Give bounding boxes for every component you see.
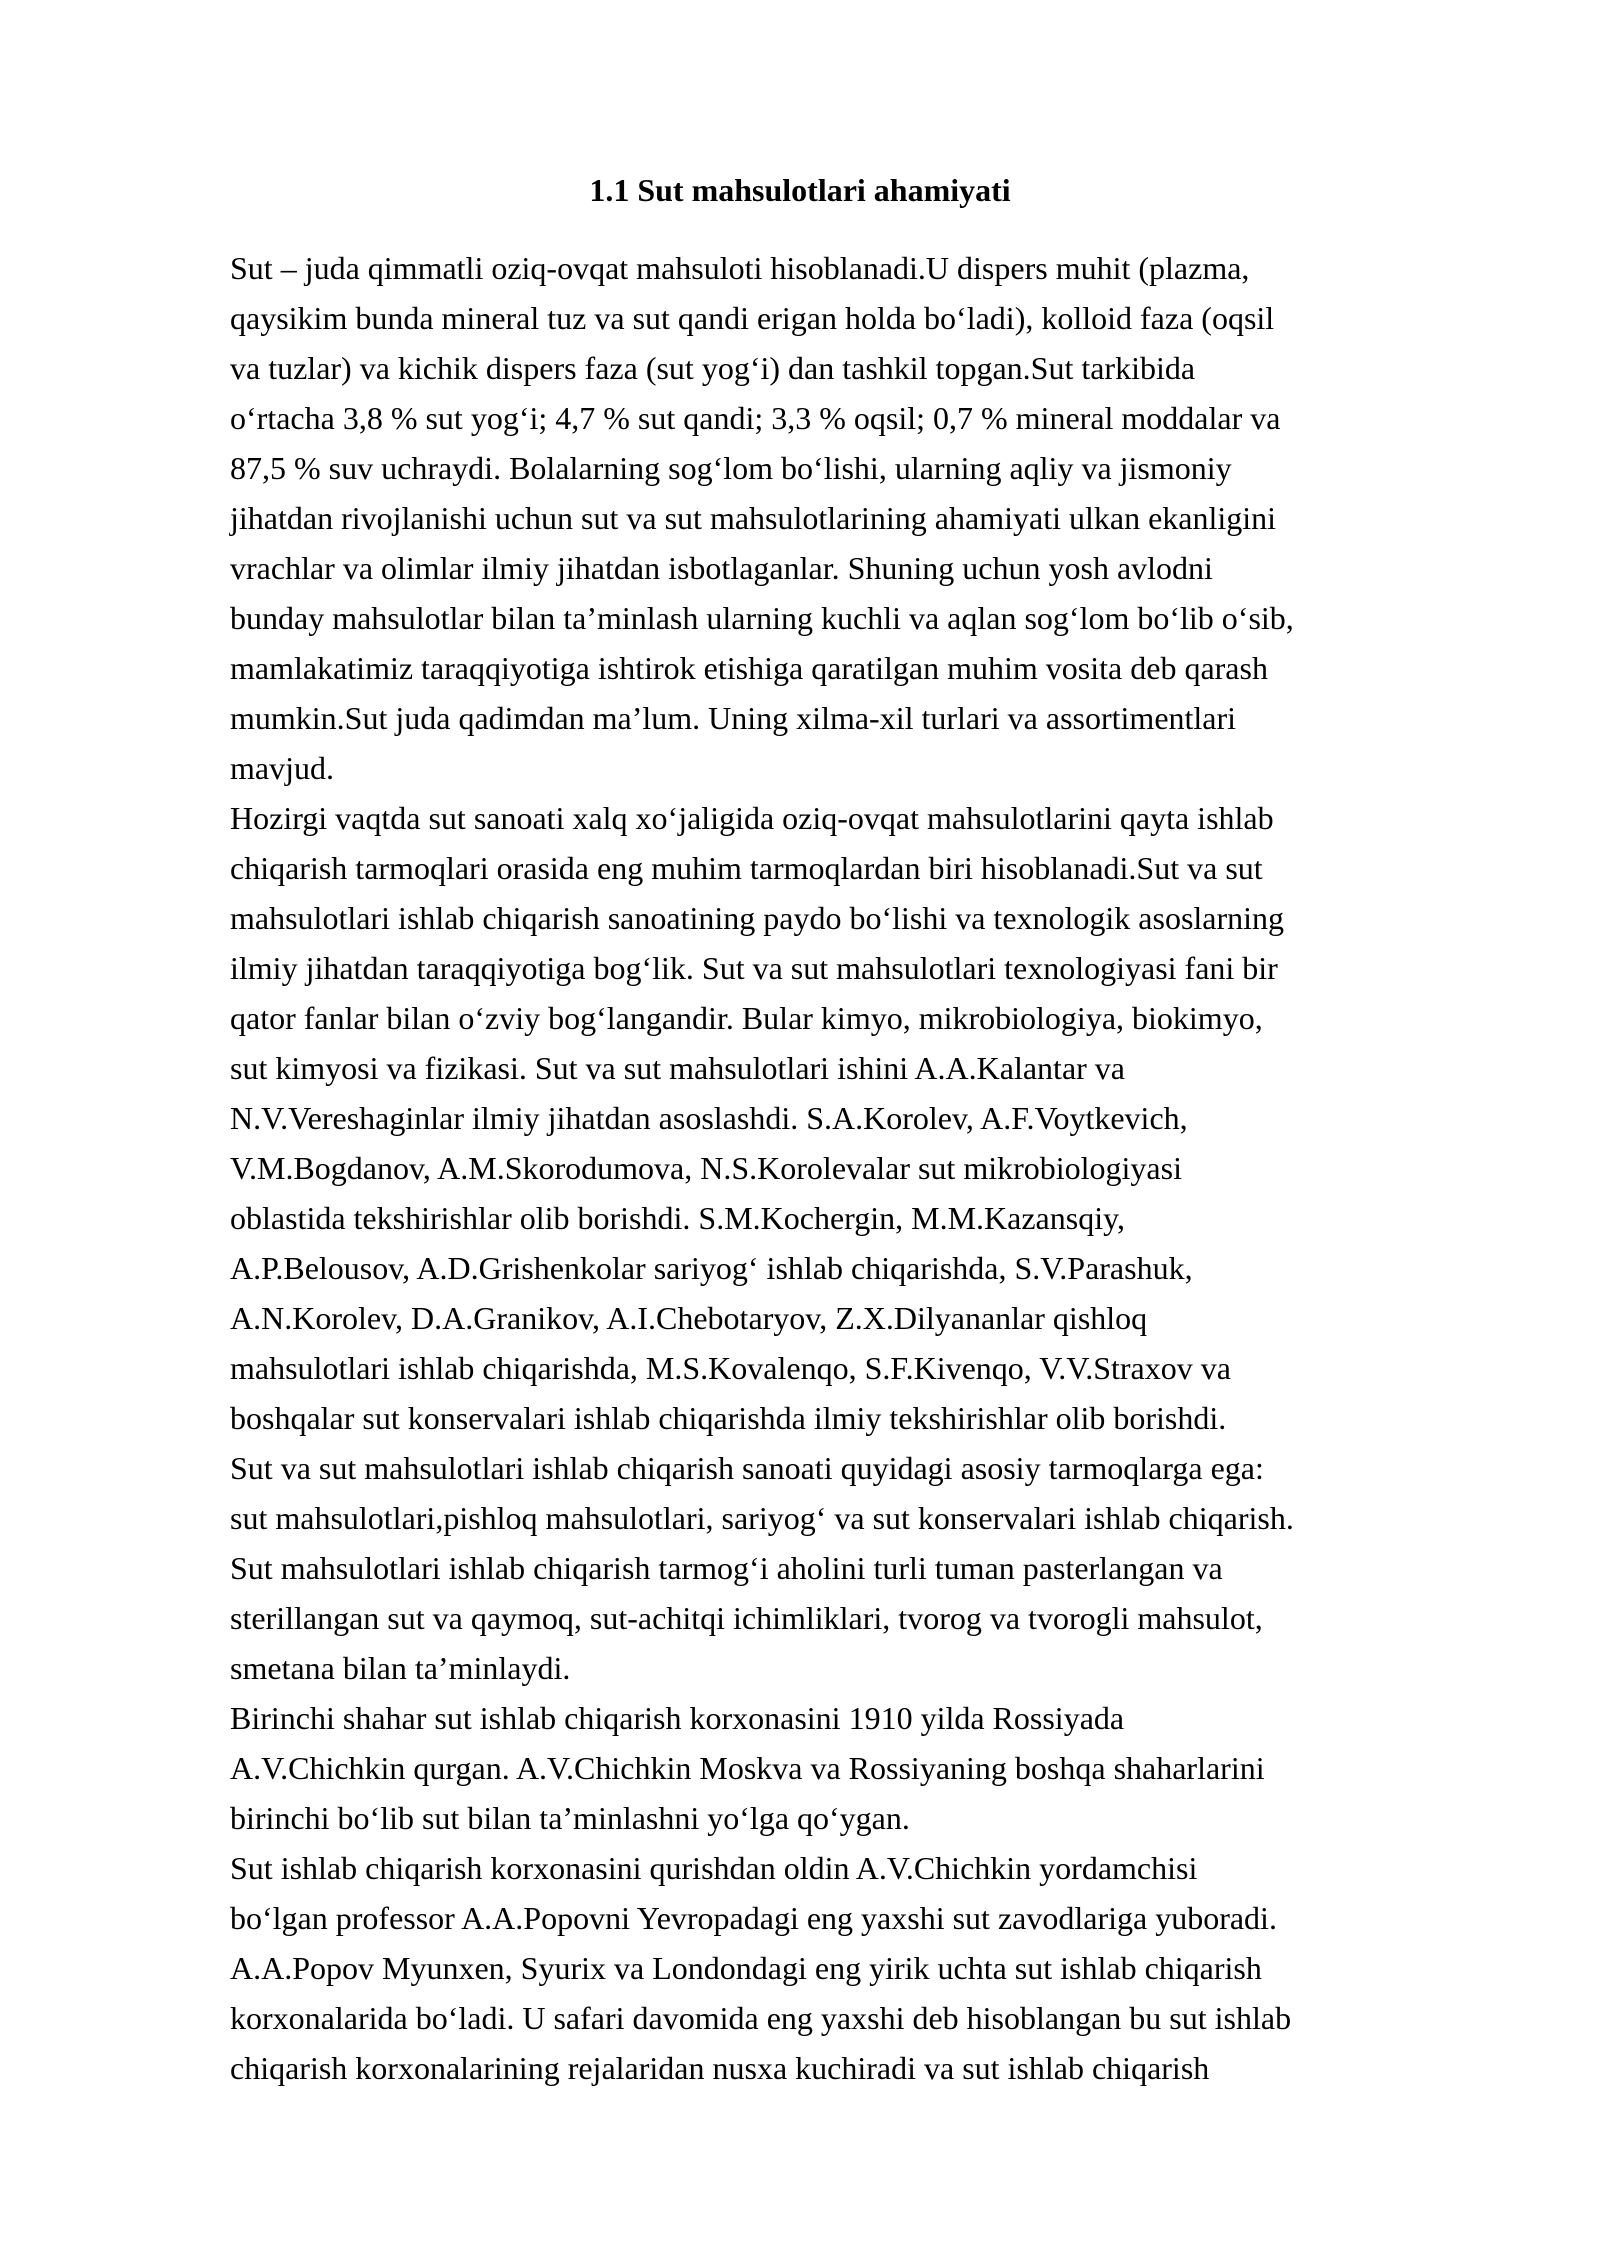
text-line: chiqarish tarmoqlari orasida eng muhim tarmoqlardan biri hisoblanadi.Sut va sut	[230, 850, 1263, 886]
text-line: sut kimyosi va fizikasi. Sut va sut mahsulotlari ishini A.A.Kalantar va	[230, 1050, 1125, 1086]
text-line: Sut va sut mahsulotlari ishlab chiqarish sanoati quyidagi asosiy tarmoqlarga ega:	[230, 1450, 1264, 1486]
text-line: boshqalar sut konservalari ishlab chiqarishda ilmiy tekshirishlar olib borishdi.	[230, 1400, 1227, 1436]
text-line: o‘rtacha 3,8 % sut yog‘i; 4,7 % sut qandi; 3,3 % oqsil; 0,7 % mineral moddalar va	[230, 400, 1281, 436]
text-line: Sut ishlab chiqarish korxonasini qurishdan oldin A.V.Chichkin yordamchisi	[230, 1850, 1198, 1886]
text-line: qator fanlar bilan o‘zviy bog‘langandir. Bular kimyo, mikrobiologiya, biokimyo,	[230, 1000, 1263, 1036]
text-line: A.P.Belousov, A.D.Grishenkolar sariyog‘ ishlab chiqarishda, S.V.Parashuk,	[230, 1250, 1193, 1286]
text-line: qaysikim bunda mineral tuz va sut qandi erigan holda bo‘ladi), kolloid faza (oqsil	[230, 300, 1275, 336]
text-line: smetana bilan ta’minlaydi.	[230, 1650, 571, 1686]
text-line: A.V.Chichkin qurgan. A.V.Chichkin Moskva va Rossiyaning boshqa shaharlarini	[230, 1750, 1265, 1786]
text-line: N.V.Vereshaginlar ilmiy jihatdan asoslashdi. S.A.Korolev, A.F.Voytkevich,	[230, 1100, 1188, 1136]
text-line: sterillangan sut va qaymoq, sut-achitqi ichimliklari, tvorog va tvorogli mahsulot,	[230, 1600, 1263, 1636]
text-line: ilmiy jihatdan taraqqiyotiga bog‘lik. Sut va sut mahsulotlari texnologiyasi fani bir	[230, 950, 1278, 986]
text-line: bunday mahsulotlar bilan ta’minlash ularning kuchli va aqlan sog‘lom bo‘lib o‘sib,	[230, 600, 1294, 636]
text-line: korxonalarida bo‘ladi. U safari davomida eng yaxshi deb hisoblangan bu sut ishlab	[230, 2000, 1292, 2036]
text-line: V.M.Bogdanov, A.M.Skorodumova, N.S.Korolevalar sut mikrobiologiyasi	[230, 1150, 1182, 1186]
text-line: vrachlar va olimlar ilmiy jihatdan isbotlaganlar. Shuning uchun yosh avlodni	[230, 550, 1213, 586]
text-line: Sut – juda qimmatli oziq-ovqat mahsuloti hisoblanadi.U dispers muhit (plazma,	[230, 250, 1250, 286]
text-line: mavjud.	[230, 750, 334, 786]
text-line: A.A.Popov Myunxen, Syurix va Londondagi eng yirik uchta sut ishlab chiqarish	[230, 1950, 1262, 1986]
text-line: birinchi bo‘lib sut bilan ta’minlashni yo‘lga qo‘ygan.	[230, 1800, 910, 1836]
text-line: jihatdan rivojlanishi uchun sut va sut mahsulotlarining ahamiyati ulkan ekanligini	[230, 500, 1277, 536]
text-line: oblastida tekshirishlar olib borishdi. S.M.Kochergin, M.M.Kazansqiy,	[230, 1200, 1126, 1236]
section-title: 1.1 Sut mahsulotlari ahamiyati	[589, 172, 1011, 208]
text-line: Sut mahsulotlari ishlab chiqarish tarmog‘i aholini turli tuman pasterlangan va	[230, 1550, 1223, 1586]
text-line: chiqarish korxonalarining rejalaridan nusxa kuchiradi va sut ishlab chiqarish	[230, 2050, 1210, 2086]
text-line: Hozirgi vaqtda sut sanoati xalq xo‘jaligida oziq-ovqat mahsulotlarini qayta ishlab	[230, 800, 1274, 836]
text-line: va tuzlar) va kichik dispers faza (sut yog‘i) dan tashkil topgan.Sut tarkibida	[230, 350, 1196, 386]
text-line: mamlakatimiz taraqqiyotiga ishtirok etishiga qaratilgan muhim vosita deb qarash	[230, 650, 1268, 686]
body-text	[230, 243, 1560, 2093]
text-line: Birinchi shahar sut ishlab chiqarish korxonasini 1910 yilda Rossiyada	[230, 1700, 1125, 1736]
text-line: mahsulotlari ishlab chiqarishda, M.S.Kovalenqo, S.F.Kivenqo, V.V.Straxov va	[230, 1350, 1231, 1386]
text-line: bo‘lgan professor A.A.Popovni Yevropadagi eng yaxshi sut zavodlariga yuboradi.	[230, 1900, 1277, 1936]
text-line: mumkin.Sut juda qadimdan ma’lum. Uning xilma-xil turlari va assortimentlari	[230, 700, 1237, 736]
text-line: mahsulotlari ishlab chiqarish sanoatining paydo bo‘lishi va texnologik asoslarning	[230, 900, 1285, 936]
text-line: A.N.Korolev, D.A.Granikov, A.I.Chebotaryov, Z.X.Dilyananlar qishloq	[230, 1300, 1148, 1336]
text-line: 87,5 % suv uchraydi. Bolalarning sog‘lom bo‘lishi, ularning aqliy va jismoniy	[230, 450, 1232, 486]
text-line: sut mahsulotlari,pishloq mahsulotlari, sariyog‘ va sut konservalari ishlab chiqarish.	[230, 1500, 1294, 1536]
